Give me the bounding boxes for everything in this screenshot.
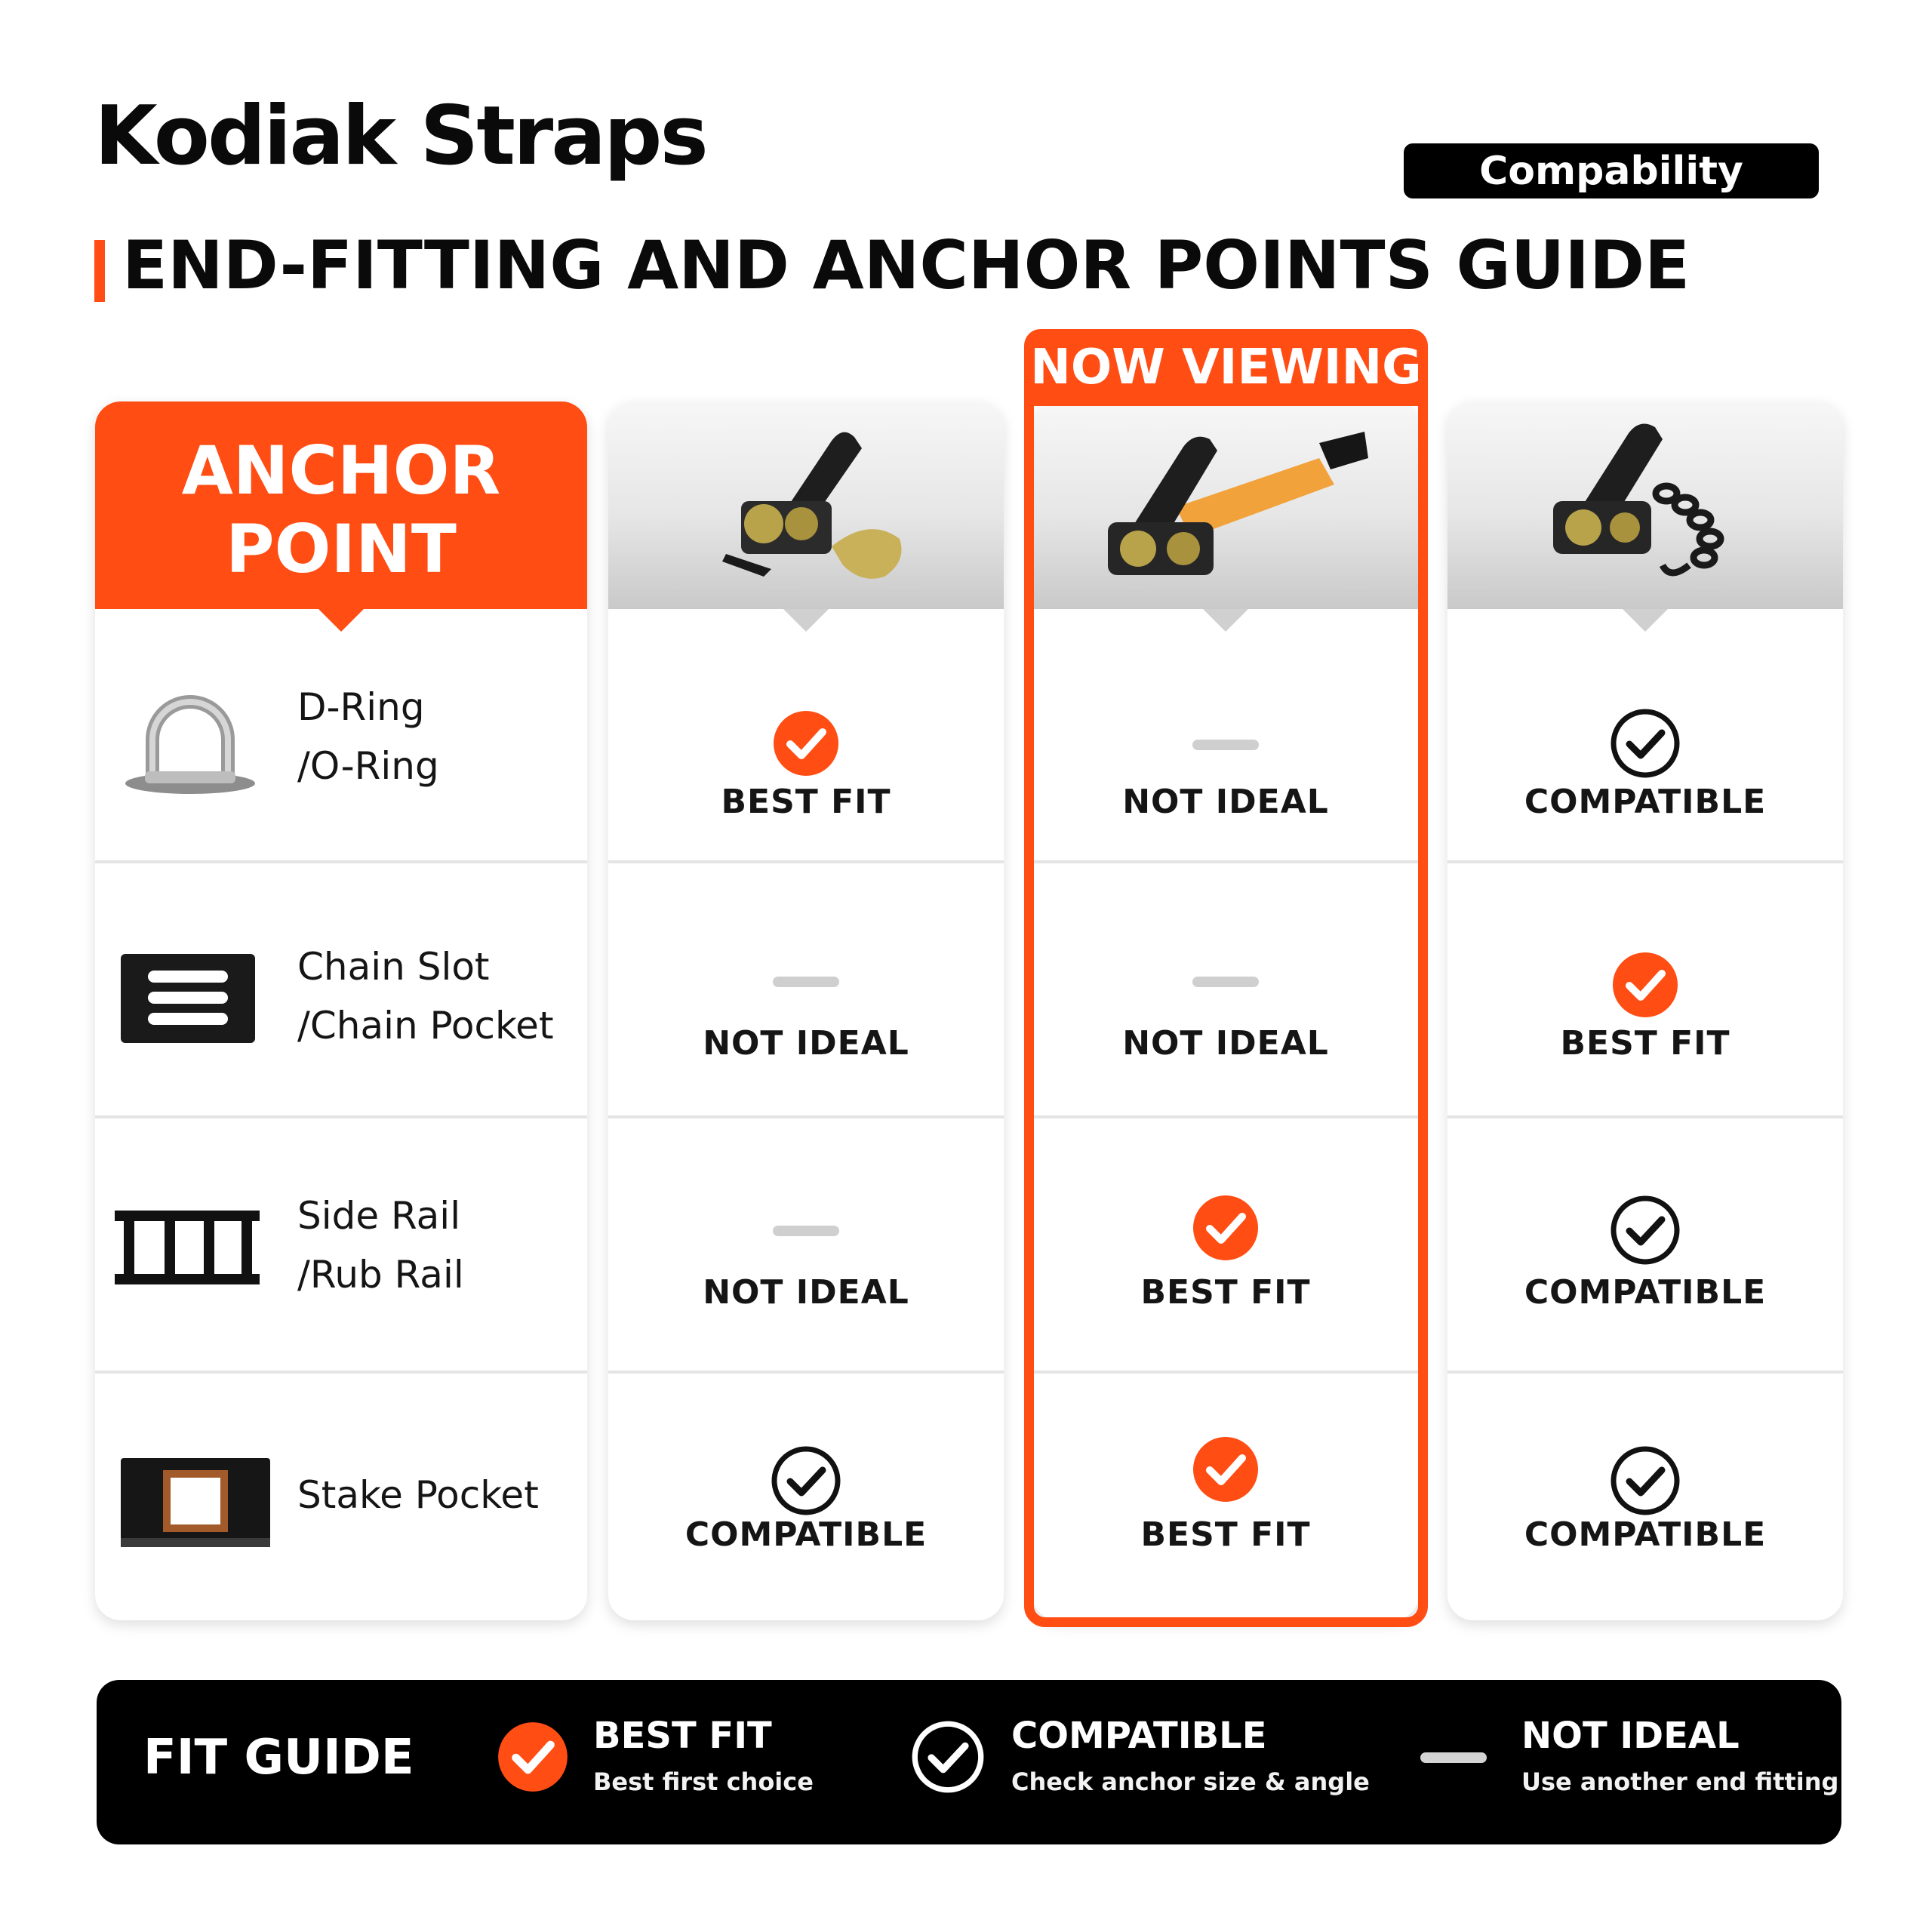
cell-status-label: NOT IDEAL — [1122, 783, 1329, 821]
cell-status-label: COMPATIBLE — [1524, 783, 1767, 821]
outlined-check-icon — [1609, 707, 1681, 780]
cell-status-label: COMPATIBLE — [1524, 1273, 1767, 1312]
outlined-check-icon — [770, 1444, 842, 1517]
row-divider — [1447, 860, 1843, 863]
ratchet-with-chain-anchor-image — [1531, 411, 1757, 599]
legend-title: FIT GUIDE — [143, 1730, 414, 1786]
cell-status-label: COMPATIBLE — [1524, 1515, 1767, 1554]
product-pointer — [1623, 609, 1668, 632]
anchor-name-line1: Chain Slot — [297, 945, 490, 989]
outlined-check-icon — [910, 1719, 986, 1795]
cell-best-fit — [1447, 951, 1843, 1026]
anchor-point-header — [95, 401, 587, 609]
row-divider — [95, 1371, 587, 1374]
cell-status-label: COMPATIBLE — [685, 1515, 928, 1554]
orange-check-icon — [772, 709, 840, 777]
legend-item-desc: Check anchor size & angle — [1011, 1767, 1370, 1796]
orange-check-icon — [1611, 951, 1679, 1019]
page-title: END-FITTING AND ANCHOR POINTS GUIDE — [122, 226, 1690, 304]
cell-compatible — [1447, 1194, 1843, 1269]
chain-slot-icon — [119, 952, 257, 1044]
anchor-name-line2: /O-Ring — [297, 744, 439, 788]
anchor-name-line2: /Rub Rail — [297, 1253, 464, 1297]
legend-item-name: BEST FIT — [593, 1715, 772, 1757]
anchor-name-line1: Side Rail — [297, 1194, 461, 1238]
dash-icon — [773, 1226, 839, 1236]
legend-item-desc: Best first choice — [593, 1767, 814, 1796]
row-divider — [1447, 1371, 1843, 1374]
anchor-header-pointer — [318, 609, 364, 632]
now-viewing-tab: NOW VIEWING — [1024, 329, 1428, 406]
row-divider — [608, 860, 1004, 863]
cell-status-label: BEST FIT — [1140, 1515, 1311, 1554]
row-divider — [608, 1115, 1004, 1118]
product-column-chain-anchor — [1447, 401, 1843, 1620]
product-column-snap-hook — [608, 401, 1004, 1620]
cell-compatible — [1447, 1444, 1843, 1520]
cell-status-label: BEST FIT — [1560, 1024, 1730, 1063]
legend-item-desc: Use another end fitting — [1521, 1767, 1839, 1796]
brand-logo: Kodiak Straps — [94, 89, 706, 183]
outlined-check-icon — [1609, 1444, 1681, 1517]
stake-pocket-icon — [119, 1457, 272, 1549]
legend-item-name: COMPATIBLE — [1011, 1715, 1267, 1757]
row-divider — [1447, 1115, 1843, 1118]
dash-icon — [773, 977, 839, 987]
cell-status-label: BEST FIT — [721, 783, 891, 821]
cell-status-label: NOT IDEAL — [1122, 1024, 1329, 1063]
anchor-header-line1: ANCHOR — [181, 432, 501, 509]
ratchet-with-snap-hook-image — [681, 411, 930, 599]
cell-status-label: BEST FIT — [1140, 1273, 1311, 1312]
anchor-name-line1: Stake Pocket — [297, 1473, 539, 1517]
orange-check-icon — [497, 1721, 569, 1793]
product-pointer — [783, 609, 829, 632]
row-divider — [95, 860, 587, 863]
d-ring-icon — [122, 687, 258, 800]
compatibility-badge: Compability — [1404, 143, 1819, 198]
fit-guide-legend — [97, 1680, 1841, 1844]
anchor-name-line2: /Chain Pocket — [297, 1004, 554, 1048]
product-image-area — [608, 401, 1004, 609]
cell-compatible — [1447, 707, 1843, 783]
side-rail-icon — [113, 1209, 261, 1287]
row-divider — [95, 1115, 587, 1118]
cell-best-fit — [608, 709, 1004, 792]
product-image-area — [1447, 401, 1843, 609]
cell-status-label: NOT IDEAL — [703, 1024, 909, 1063]
title-accent-bar — [94, 240, 105, 302]
legend-item-name: NOT IDEAL — [1521, 1715, 1740, 1757]
outlined-check-icon — [1609, 1194, 1681, 1266]
now-viewing-highlight — [1024, 329, 1428, 1627]
anchor-header-line2: POINT — [226, 510, 457, 588]
cell-compatible — [608, 1444, 1004, 1520]
anchor-point-column — [95, 401, 587, 1620]
dash-icon — [1420, 1752, 1487, 1763]
cell-status-label: NOT IDEAL — [703, 1273, 909, 1312]
row-divider — [608, 1371, 1004, 1374]
anchor-name-line1: D-Ring — [297, 685, 425, 729]
